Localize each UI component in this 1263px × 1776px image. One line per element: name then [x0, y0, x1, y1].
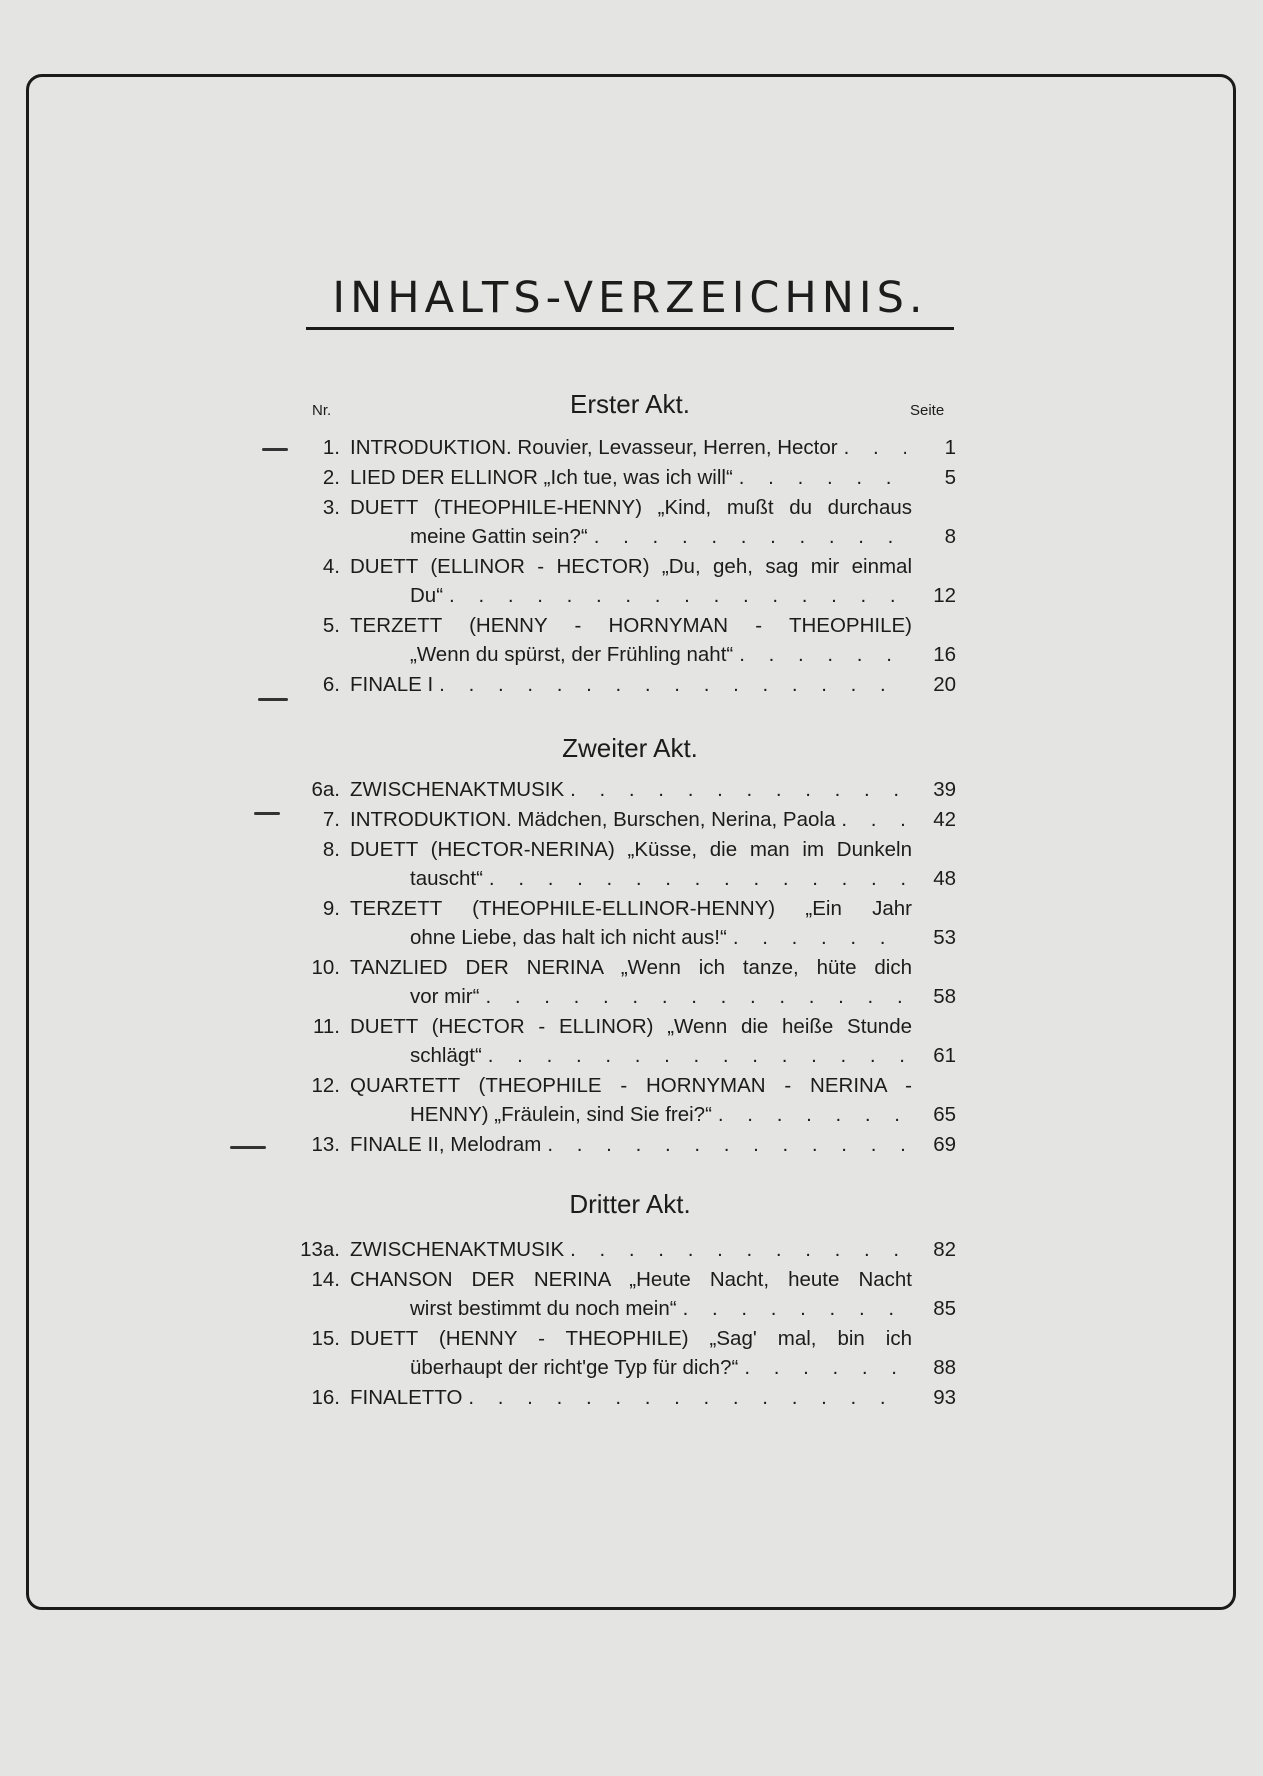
entry-number: 2. [322, 466, 340, 489]
toc-entry [300, 1130, 956, 1159]
entry-title: tauscht“ [410, 867, 483, 890]
entry-number: 13a. [300, 1238, 340, 1261]
entry-number: 13. [311, 1133, 340, 1156]
entry-title: DUETT (THEOPHILE-HENNY) „Kind, mußt du durchaus [350, 496, 912, 519]
page-number: 53 [933, 926, 956, 949]
toc-entry [300, 805, 956, 834]
entry-line [300, 1383, 956, 1412]
entry-title: DUETT (HECTOR-NERINA) „Küsse, die man im Dunkeln [350, 838, 912, 861]
toc-entry [300, 1012, 956, 1070]
dot-leader [841, 805, 906, 834]
entry-line [300, 1265, 956, 1294]
dot-leader [844, 433, 906, 462]
toc-entry [300, 1324, 956, 1382]
toc-entry [300, 611, 956, 669]
entry-title: ZWISCHENAKTMUSIK [350, 1238, 565, 1261]
page-number: 42 [933, 808, 956, 831]
entry-number: 16. [311, 1386, 340, 1409]
page-column-label: Seite [910, 402, 945, 419]
entry-number: 9. [322, 897, 340, 920]
page-number: 48 [933, 867, 956, 890]
entry-line [300, 1353, 956, 1382]
entry-title: FINALE I [350, 673, 434, 696]
entry-title: TERZETT (HENNY - HORNYMAN - THEOPHILE) [350, 614, 912, 637]
dot-leader [739, 640, 906, 669]
title-underline [306, 327, 954, 330]
act-heading: Dritter Akt. [569, 1189, 691, 1219]
entry-number: 12. [311, 1074, 340, 1097]
entry-number: 15. [311, 1327, 340, 1350]
entry-line [300, 1294, 956, 1323]
page-title: INHALTS-VERZEICHNIS. [332, 273, 928, 323]
toc-entry [300, 1383, 956, 1412]
page-number: 61 [933, 1044, 956, 1067]
page-number: 69 [933, 1133, 956, 1156]
entry-line [300, 923, 956, 952]
act-heading: Zweiter Akt. [562, 733, 698, 763]
dot-leader [547, 1130, 906, 1159]
entry-title: FINALE II, Melodram [350, 1133, 542, 1156]
entry-title: INTRODUKTION. Mädchen, Burschen, Nerina, Paola [350, 808, 836, 831]
entry-title: TANZLIED DER NERINA „Wenn ich tanze, hüte dich [350, 956, 912, 979]
entry-line [300, 894, 956, 923]
toc-entry [300, 670, 956, 699]
entry-title: überhaupt der richt'ge Typ für dich?“ [410, 1356, 739, 1379]
entry-number: 7. [322, 808, 340, 831]
entry-title: FINALETTO [350, 1386, 463, 1409]
entry-line [300, 522, 956, 551]
entry-line [300, 1012, 956, 1041]
entry-line [300, 463, 956, 492]
toc-entry [300, 1235, 956, 1264]
dot-leader [733, 923, 906, 952]
page-number: 20 [933, 673, 956, 696]
page-number: 85 [933, 1297, 956, 1320]
dot-leader [594, 522, 906, 551]
entry-title: DUETT (HECTOR - ELLINOR) „Wenn die heiße Stunde [350, 1015, 912, 1038]
entry-title: CHANSON DER NERINA „Heute Nacht, heute Nacht [350, 1268, 912, 1291]
entry-line [300, 581, 956, 610]
entry-number: 1. [322, 436, 340, 459]
entry-number: 6a. [311, 778, 340, 801]
number-column-label: Nr. [312, 402, 332, 419]
entry-line [300, 433, 956, 462]
page-number: 1 [944, 436, 956, 459]
entry-line [300, 864, 956, 893]
entry-title: Du“ [410, 584, 444, 607]
entry-title: HENNY) „Fräulein, sind Sie frei?“ [410, 1103, 712, 1126]
entry-title: INTRODUKTION. Rouvier, Levasseur, Herren, Hector [350, 436, 838, 459]
entry-line [300, 1071, 956, 1100]
entry-title: wirst bestimmt du noch mein“ [410, 1297, 677, 1320]
toc-entry [300, 463, 956, 492]
dot-leader [488, 1041, 906, 1070]
entry-title: schlägt“ [410, 1044, 482, 1067]
margin-mark [262, 448, 288, 451]
entry-title: LIED DER ELLINOR „Ich tue, was ich will“ [350, 466, 733, 489]
entry-title: DUETT (ELLINOR - HECTOR) „Du, geh, sag mir einmal [350, 555, 912, 578]
entry-line [300, 611, 956, 640]
page-number: 5 [944, 466, 956, 489]
entry-number: 5. [322, 614, 340, 637]
entry-title: „Wenn du spürst, der Frühling naht“ [410, 643, 734, 666]
dot-leader [718, 1100, 906, 1129]
margin-mark [258, 698, 288, 701]
toc-entry [300, 552, 956, 610]
dot-leader [683, 1294, 906, 1323]
entry-number: 4. [322, 555, 340, 578]
dot-leader [744, 1353, 906, 1382]
page-number: 58 [933, 985, 956, 1008]
act-heading: Erster Akt. [570, 389, 690, 419]
toc-entry [300, 493, 956, 551]
entry-number: 14. [311, 1268, 340, 1291]
entry-number: 10. [311, 956, 340, 979]
entry-number: 8. [322, 838, 340, 861]
entry-number: 6. [322, 673, 340, 696]
entry-line [300, 640, 956, 669]
toc-entry [300, 1265, 956, 1323]
toc-entry [300, 835, 956, 893]
page-number: 65 [933, 1103, 956, 1126]
dot-leader [439, 670, 906, 699]
dot-leader [570, 775, 906, 804]
entry-line [300, 1235, 956, 1264]
page-number: 16 [933, 643, 956, 666]
page-number: 39 [933, 778, 956, 801]
dot-leader [449, 581, 906, 610]
entry-line [300, 775, 956, 804]
entry-line [300, 670, 956, 699]
entry-line [300, 552, 956, 581]
page-number: 82 [933, 1238, 956, 1261]
entry-title: ZWISCHENAKTMUSIK [350, 778, 565, 801]
page-number: 93 [933, 1386, 956, 1409]
dot-leader [485, 982, 906, 1011]
entry-line [300, 1100, 956, 1129]
toc-entry [300, 1071, 956, 1129]
entry-title: TERZETT (THEOPHILE-ELLINOR-HENNY) „Ein Jahr [350, 897, 912, 920]
toc-entry [300, 775, 956, 804]
entry-line [300, 953, 956, 982]
dot-leader [739, 463, 906, 492]
dot-leader [468, 1383, 906, 1412]
entry-title: vor mir“ [410, 985, 480, 1008]
entry-title: DUETT (HENNY - THEOPHILE) „Sag' mal, bin ich [350, 1327, 912, 1350]
toc-entry [300, 894, 956, 952]
margin-mark [254, 812, 280, 815]
entry-title: ohne Liebe, das halt ich nicht aus!“ [410, 926, 727, 949]
entry-number: 3. [322, 496, 340, 519]
toc-entry [300, 433, 956, 462]
margin-mark [230, 1146, 266, 1149]
entry-line [300, 1324, 956, 1353]
entry-line [300, 982, 956, 1011]
entry-title: meine Gattin sein?“ [410, 525, 588, 548]
entry-line [300, 835, 956, 864]
entry-number: 11. [313, 1015, 340, 1038]
page-number: 88 [933, 1356, 956, 1379]
dot-leader [570, 1235, 906, 1264]
entry-line [300, 1041, 956, 1070]
dot-leader [489, 864, 906, 893]
page-number: 12 [933, 584, 956, 607]
page-number: 8 [944, 525, 956, 548]
entry-line [300, 805, 956, 834]
entry-line [300, 493, 956, 522]
entry-title: QUARTETT (THEOPHILE - HORNYMAN - NERINA - [350, 1074, 912, 1097]
entry-line [300, 1130, 956, 1159]
toc-entry [300, 953, 956, 1011]
